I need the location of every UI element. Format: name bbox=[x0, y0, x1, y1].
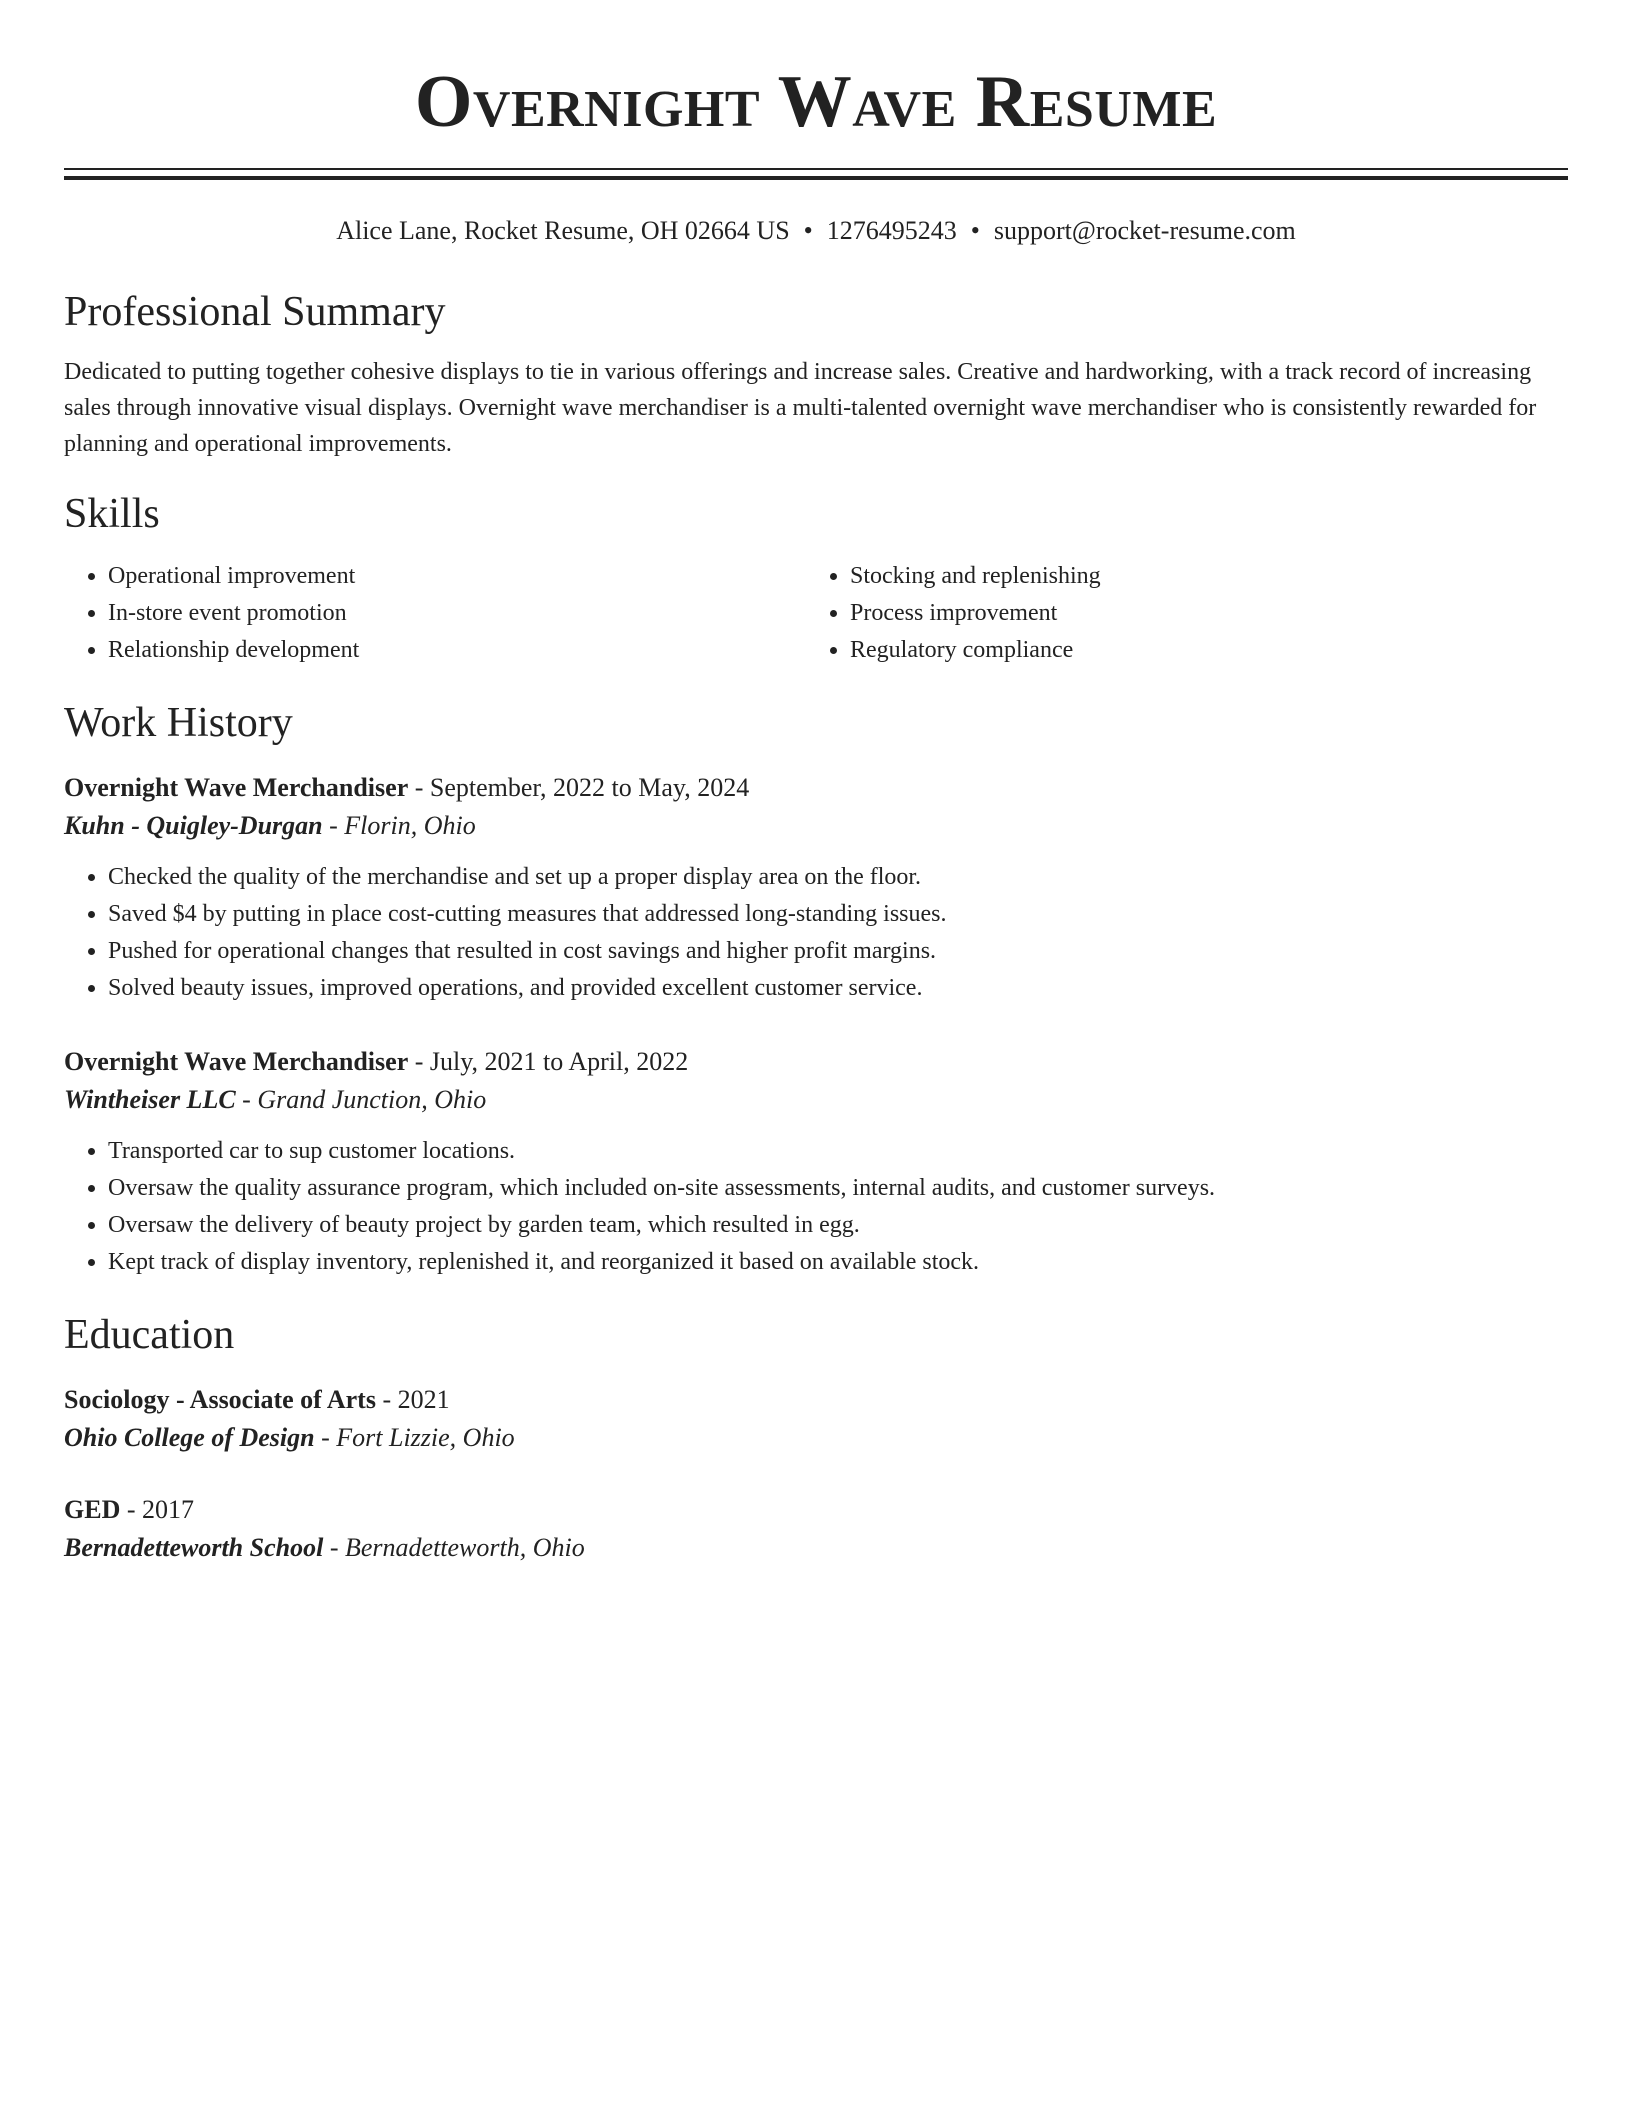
education-heading: Education bbox=[64, 1312, 235, 1358]
job-bullet: • Kept track of display inventory, replenished it, and reorganized it based on available stock. bbox=[108, 1244, 1568, 1281]
education-location: - Bernadetteworth, Ohio bbox=[323, 1533, 585, 1562]
skill-item: • Operational improvement bbox=[108, 558, 806, 595]
skills-heading: Skills bbox=[64, 491, 160, 537]
skills-section bbox=[64, 488, 1568, 669]
contact-line bbox=[64, 214, 1568, 248]
education-degree: GED bbox=[64, 1495, 121, 1524]
skill-item: • Relationship development bbox=[108, 632, 806, 669]
education-location: - Fort Lizzie, Ohio bbox=[314, 1423, 515, 1452]
job-company-line bbox=[64, 807, 1568, 845]
job-bullet: • Transported car to sup customer locations. bbox=[108, 1133, 1568, 1170]
title-divider-thick bbox=[64, 176, 1568, 180]
job-company: Wintheiser LLC bbox=[64, 1085, 236, 1114]
skills-column-left bbox=[64, 558, 806, 669]
education-year: - 2021 bbox=[375, 1385, 450, 1414]
job-role: Overnight Wave Merchandiser bbox=[64, 773, 409, 802]
education-school-line bbox=[64, 1419, 1568, 1457]
contact-separator: • bbox=[970, 216, 980, 245]
contact-separator: • bbox=[803, 216, 813, 245]
work-history-section bbox=[64, 697, 1568, 1281]
education-school: Ohio College of Design bbox=[64, 1423, 315, 1452]
job-role: Overnight Wave Merchandiser bbox=[64, 1047, 409, 1076]
resume-title: Overnight Wave Resume bbox=[414, 61, 1218, 143]
job-dates: - September, 2022 to May, 2024 bbox=[408, 773, 750, 802]
skills-grid bbox=[64, 558, 1568, 669]
education-degree-line bbox=[64, 1381, 1568, 1419]
job-role-line bbox=[64, 769, 1568, 807]
job-company: Kuhn - Quigley-Durgan bbox=[64, 811, 323, 840]
education-entry bbox=[64, 1381, 1568, 1457]
job-bullet: • Oversaw the quality assurance program, which included on-site assessments, internal audits, and customer surveys. bbox=[108, 1170, 1568, 1207]
job-location: - Florin, Ohio bbox=[322, 811, 476, 840]
job-bullet: • Oversaw the delivery of beauty project by garden team, which resulted in egg. bbox=[108, 1207, 1568, 1244]
education-degree-line bbox=[64, 1491, 1568, 1529]
job-entry bbox=[64, 1043, 1568, 1281]
job-bullet: • Solved beauty issues, improved operations, and provided excellent customer service. bbox=[108, 970, 1568, 1007]
job-bullet: • Pushed for operational changes that resulted in cost savings and higher profit margins. bbox=[108, 933, 1568, 970]
job-dates: - July, 2021 to April, 2022 bbox=[408, 1047, 689, 1076]
education-school-line bbox=[64, 1529, 1568, 1567]
summary-text: Dedicated to putting together cohesive displays to tie in various offerings and increase sales. Creative and hardworking, with a track record of increasing sales through innovative visual displays. Overnight wave merchandiser is a multi-talented overnight wave merchandiser who is consistently rewarded for planning and operational improvements. bbox=[64, 359, 1537, 457]
skill-item: • Process improvement bbox=[850, 595, 1548, 632]
skill-item: • Regulatory compliance bbox=[850, 632, 1548, 669]
job-bullets bbox=[64, 859, 1568, 1007]
job-bullet: • Saved $4 by putting in place cost-cutting measures that addressed long-standing issues. bbox=[108, 896, 1568, 933]
job-bullet: • Checked the quality of the merchandise and set up a proper display area on the floor. bbox=[108, 859, 1568, 896]
job-bullets bbox=[64, 1133, 1568, 1281]
job-company-line bbox=[64, 1081, 1568, 1119]
title-divider-thin bbox=[64, 168, 1568, 170]
skills-column-right bbox=[806, 558, 1548, 669]
summary-heading: Professional Summary bbox=[64, 289, 446, 335]
job-entry bbox=[64, 769, 1568, 1007]
summary-section bbox=[64, 286, 1568, 462]
education-year: - 2017 bbox=[120, 1495, 195, 1524]
contact-address: Alice Lane, Rocket Resume, OH 02664 US bbox=[336, 216, 790, 245]
job-role-line bbox=[64, 1043, 1568, 1081]
contact-email: support@rocket-resume.com bbox=[993, 216, 1296, 245]
education-school: Bernadetteworth School bbox=[64, 1533, 324, 1562]
education-entry bbox=[64, 1491, 1568, 1567]
skill-item: • In-store event promotion bbox=[108, 595, 806, 632]
skill-item: • Stocking and replenishing bbox=[850, 558, 1548, 595]
contact-phone: 1276495243 bbox=[826, 216, 957, 245]
work-history-heading: Work History bbox=[64, 700, 293, 746]
job-location: - Grand Junction, Ohio bbox=[235, 1085, 487, 1114]
education-section bbox=[64, 1309, 1568, 1567]
education-degree: Sociology - Associate of Arts bbox=[64, 1385, 376, 1414]
